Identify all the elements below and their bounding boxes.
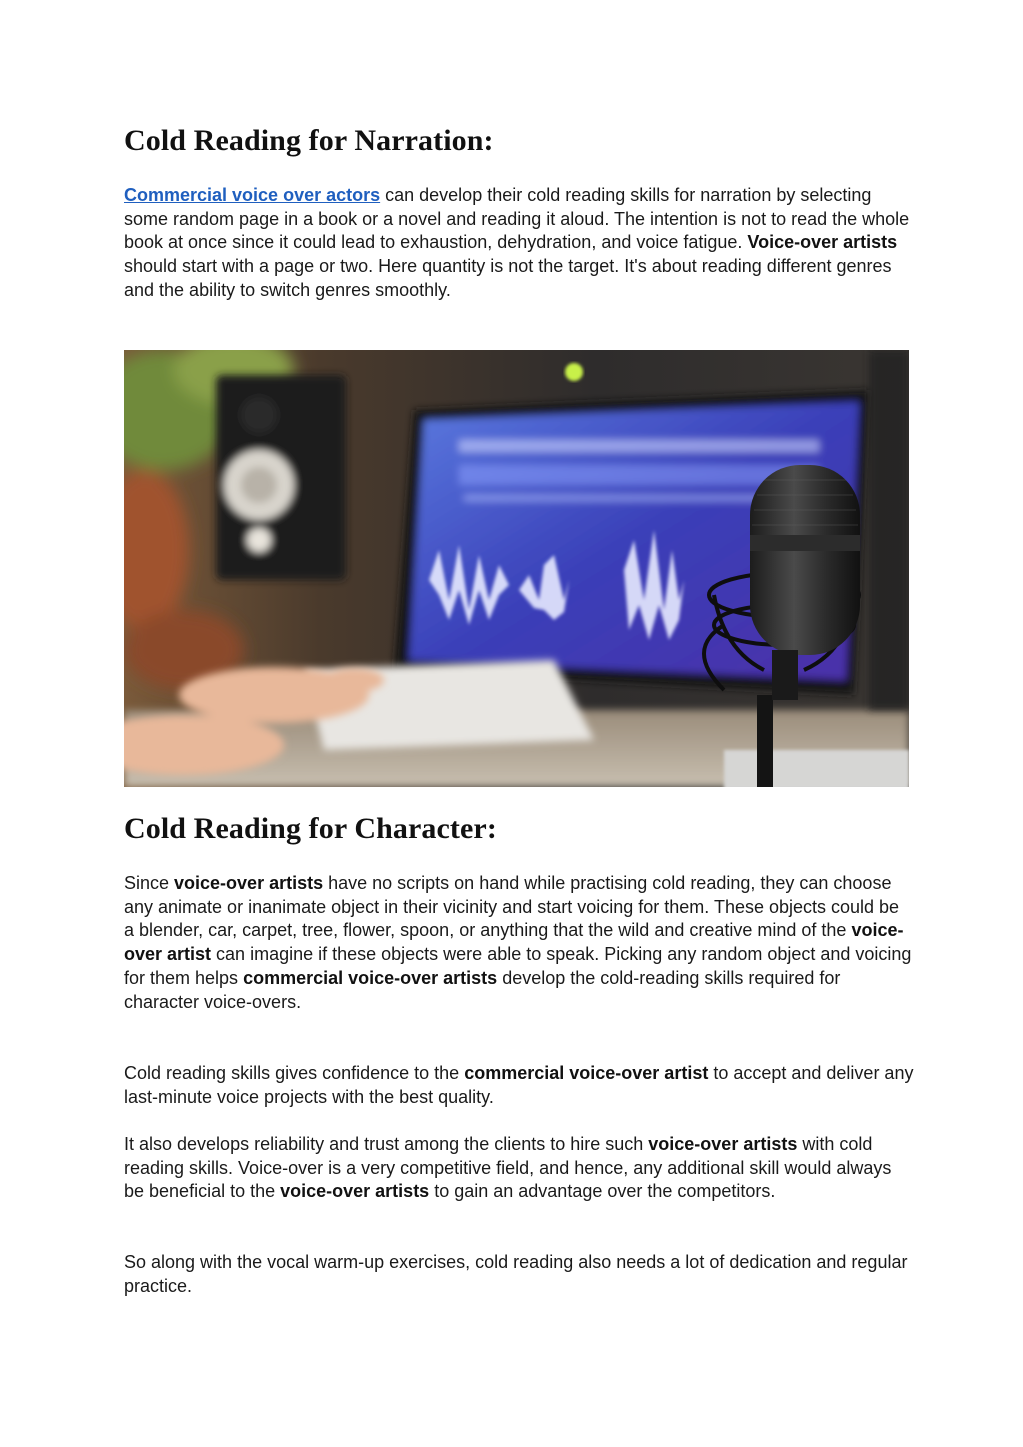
bold-text: Voice-over artists bbox=[747, 232, 898, 253]
bold-text: commercial voice-over artist bbox=[464, 1063, 709, 1083]
text-span: develop the cold-reading skills required for character voice-overs. bbox=[124, 967, 841, 1012]
bold-text: voice-over artists bbox=[648, 1134, 798, 1154]
text-span: with cold reading skills. Voice-over is a very competitive field, and hence, any additional skill would always be beneficial to the bbox=[124, 1134, 892, 1202]
bold-text: voice-over artists bbox=[280, 1181, 430, 1202]
text-span: should start with a page or two. Here quantity is not the target. It's about reading different genres and the ability to switch genres smoothly. bbox=[124, 256, 892, 300]
text-span: can imagine if these objects were able to speak. Picking any random object and voicing for them helps bbox=[124, 944, 912, 988]
text-span: Cold reading skills gives confidence to the bbox=[124, 1063, 465, 1083]
heading-cold-reading-character: Cold Reading for Character: bbox=[124, 812, 497, 845]
paragraph-narration bbox=[124, 184, 914, 303]
text-span: can develop their cold reading skills for narration by selecting some random page in a book or a novel and reading it aloud. The intention is not to read the whole book at once since it could lead to exhaustion, dehydration, and voice fatigue. bbox=[124, 185, 910, 253]
text-span: have no scripts on hand while practising cold reading, they can choose any animate or inanimate object in their vicinity and start voicing for them. These objects could be a blender, car, carpet, tree, flower, spoon, or anything that the wild and creative mind of the bbox=[124, 873, 900, 941]
bold-text: voice-over artist bbox=[124, 920, 904, 965]
paragraph-character-1 bbox=[124, 872, 914, 1014]
paragraph-character-3 bbox=[124, 1133, 914, 1204]
text-span: Since bbox=[124, 873, 175, 893]
text-span: It also develops reliability and trust among the clients to hire such bbox=[124, 1134, 649, 1154]
text-span: to gain an advantage over the competitors. bbox=[429, 1181, 776, 1202]
text-span: to accept and deliver any last-minute voice projects with the best quality. bbox=[124, 1063, 914, 1107]
paragraph-character-2 bbox=[124, 1062, 914, 1109]
commercial-voice-over-actors-link[interactable]: Commercial voice over actors bbox=[124, 185, 381, 205]
paragraph-character-4 bbox=[124, 1251, 914, 1298]
bold-text: commercial voice-over artists bbox=[243, 967, 498, 988]
bold-text: voice-over artists bbox=[174, 873, 324, 893]
studio-microphone-photo bbox=[124, 350, 909, 787]
text-span: So along with the vocal warm-up exercises, cold reading also needs a lot of dedication and regular practice. bbox=[124, 1252, 908, 1296]
heading-cold-reading-narration: Cold Reading for Narration: bbox=[124, 124, 494, 157]
